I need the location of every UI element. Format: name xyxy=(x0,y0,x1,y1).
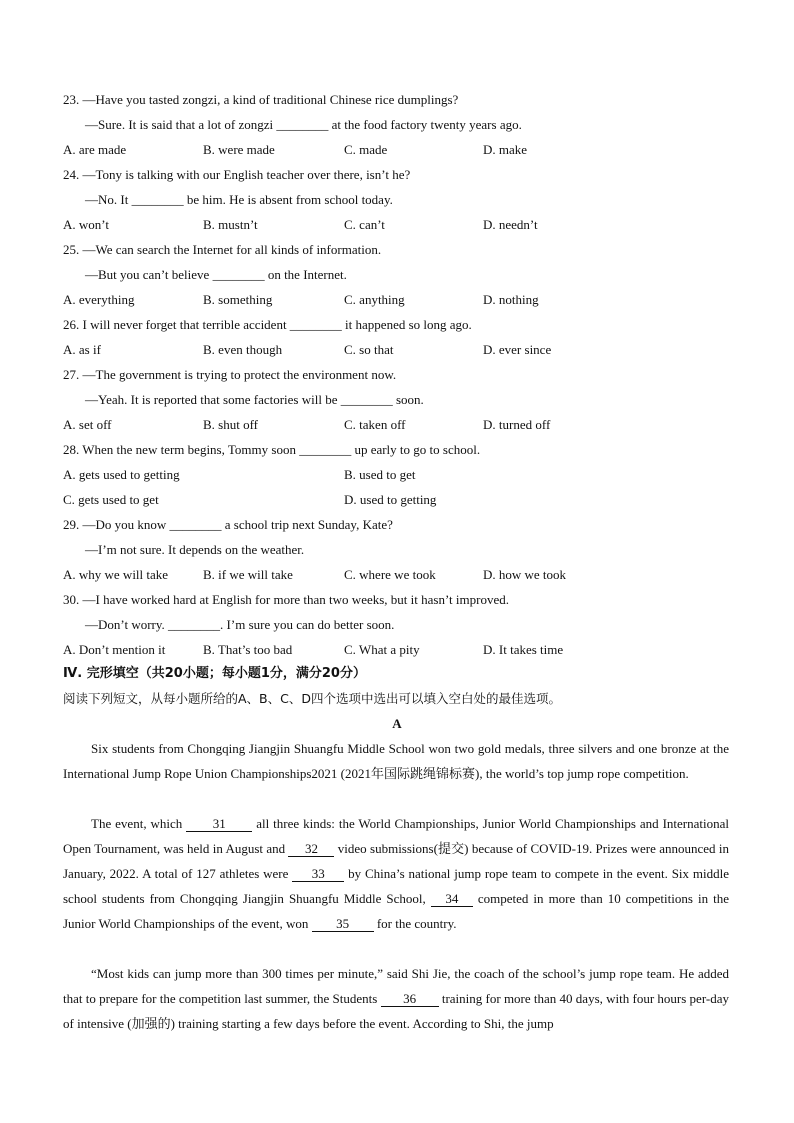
blank-31: 31 xyxy=(186,817,252,832)
q30-option-a: A. Don’t mention it xyxy=(63,642,166,657)
q23-option-c: C. made xyxy=(344,142,388,157)
q26-option-c: C. so that xyxy=(344,342,394,357)
q26-option-b: B. even though xyxy=(203,342,283,357)
passage-label: A xyxy=(392,716,402,731)
blank-35: 35 xyxy=(312,917,374,932)
question-29-prompt: 29. —Do you know ________ a school trip next Sunday, Kate? xyxy=(63,517,393,532)
q30-option-d: D. It takes time xyxy=(483,642,564,657)
p2-text-g: for the country. xyxy=(373,916,457,931)
question-25-reply: —But you can’t believe ________ on the Internet. xyxy=(85,267,347,282)
q26-option-d: D. ever since xyxy=(483,342,552,357)
q25-option-b: B. something xyxy=(203,292,273,307)
q24-option-d: D. needn’t xyxy=(483,217,538,232)
question-28-prompt: 28. When the new term begins, Tommy soon ________ up early to go to school. xyxy=(63,442,481,457)
q23-option-b: B. were made xyxy=(203,142,275,157)
passage-paragraph-2 xyxy=(63,811,729,936)
q23-option-d: D. make xyxy=(483,142,528,157)
q25-option-c: C. anything xyxy=(344,292,405,307)
question-24-prompt: 24. —Tony is talking with our English teacher over there, isn’t he? xyxy=(63,167,411,182)
q28-option-c: C. gets used to get xyxy=(63,492,159,507)
question-24-reply: —No. It ________ be him. He is absent from school today. xyxy=(85,192,393,207)
blank-32: 32 xyxy=(288,842,334,857)
question-30-prompt: 30. —I have worked hard at English for more than two weeks, but it hasn’t improved. xyxy=(63,592,509,607)
q29-option-d: D. how we took xyxy=(483,567,567,582)
q26-option-a: A. as if xyxy=(63,342,101,357)
p2-text-f: competed in more than 10 competitions in the Junior World Championships of the event, won xyxy=(63,891,729,931)
question-27-prompt: 27. —The government is trying to protect the environment now. xyxy=(63,367,397,382)
q27-option-b: B. shut off xyxy=(203,417,259,432)
q28-option-a: A. gets used to getting xyxy=(63,467,180,482)
p2-text-e: by China’s national jump rope team to compete in the event. Six middle school students from Chongqing Jiangjin Shuangfu Middle School, xyxy=(63,866,729,906)
q30-option-b: B. That’s too bad xyxy=(203,642,293,657)
question-27-reply: —Yeah. It is reported that some factories will be ________ soon. xyxy=(85,392,424,407)
q28-option-b: B. used to get xyxy=(344,467,416,482)
paragraph-1-text: Six students from Chongqing Jiangjin Shuangfu Middle School won two gold medals, three silvers and one bronze at the International Jump Rope Union Championships2021 (2021年国际跳绳锦标赛), the world’s top jump rope competition. xyxy=(63,741,729,781)
question-30-reply: —Don’t worry. ________. I’m sure you can do better soon. xyxy=(85,617,395,632)
p3-text-b: training for more than 40 days, with four hours per-day of intensive (加强的) training starting a few days before the event. According to Shi, the jump xyxy=(63,991,729,1031)
question-25-prompt: 25. —We can search the Internet for all kinds of information. xyxy=(63,242,382,257)
p2-text-a: The event, which xyxy=(91,816,187,831)
q25-option-a: A. everything xyxy=(63,292,135,307)
section-heading: Ⅳ. 完形填空（共20小题；每小题1分，满分20分） xyxy=(63,666,366,681)
q30-option-c: C. What a pity xyxy=(344,642,420,657)
q29-option-a: A. why we will take xyxy=(63,567,169,582)
q23-option-a: A. are made xyxy=(63,142,127,157)
question-23-prompt: 23. —Have you tasted zongzi, a kind of traditional Chinese rice dumplings? xyxy=(63,92,459,107)
q29-option-b: B. if we will take xyxy=(203,567,293,582)
q28-option-d: D. used to getting xyxy=(344,492,437,507)
question-29-reply: —I’m not sure. It depends on the weather. xyxy=(85,542,305,557)
section-instruction: 阅读下列短文，从每小题所给的A、B、C、D四个选项中选出可以填入空白处的最佳选项。 xyxy=(63,691,561,706)
passage-paragraph-1 xyxy=(63,736,729,786)
passage-paragraph-3 xyxy=(63,961,729,1036)
q24-option-a: A. won’t xyxy=(63,217,109,232)
q24-option-b: B. mustn’t xyxy=(203,217,258,232)
q27-option-a: A. set off xyxy=(63,417,112,432)
question-26-prompt: 26. I will never forget that terrible accident ________ it happened so long ago. xyxy=(63,317,472,332)
p2-text-c: all three kinds: the World Championships, Junior World Championships and International Open Tournament, was held in August and xyxy=(63,816,729,856)
blank-34: 34 xyxy=(431,892,473,907)
p2-text-d: video submissions(提交) because of COVID-19. Prizes were announced in January, 2022. A total of 127 athletes were xyxy=(63,841,729,881)
p3-text-a: “Most kids can jump more than 300 times per minute,” said Shi Jie, the coach of the school’s jump rope team. He added that to prepare for the competition last summer, the Students xyxy=(63,966,729,1006)
q29-option-c: C. where we took xyxy=(344,567,436,582)
q27-option-c: C. taken off xyxy=(344,417,406,432)
q27-option-d: D. turned off xyxy=(483,417,551,432)
q24-option-c: C. can’t xyxy=(344,217,385,232)
question-23-reply: —Sure. It is said that a lot of zongzi ________ at the food factory twenty years ago. xyxy=(85,117,522,132)
q25-option-d: D. nothing xyxy=(483,292,539,307)
blank-33: 33 xyxy=(292,867,344,882)
blank-36: 36 xyxy=(381,992,439,1007)
